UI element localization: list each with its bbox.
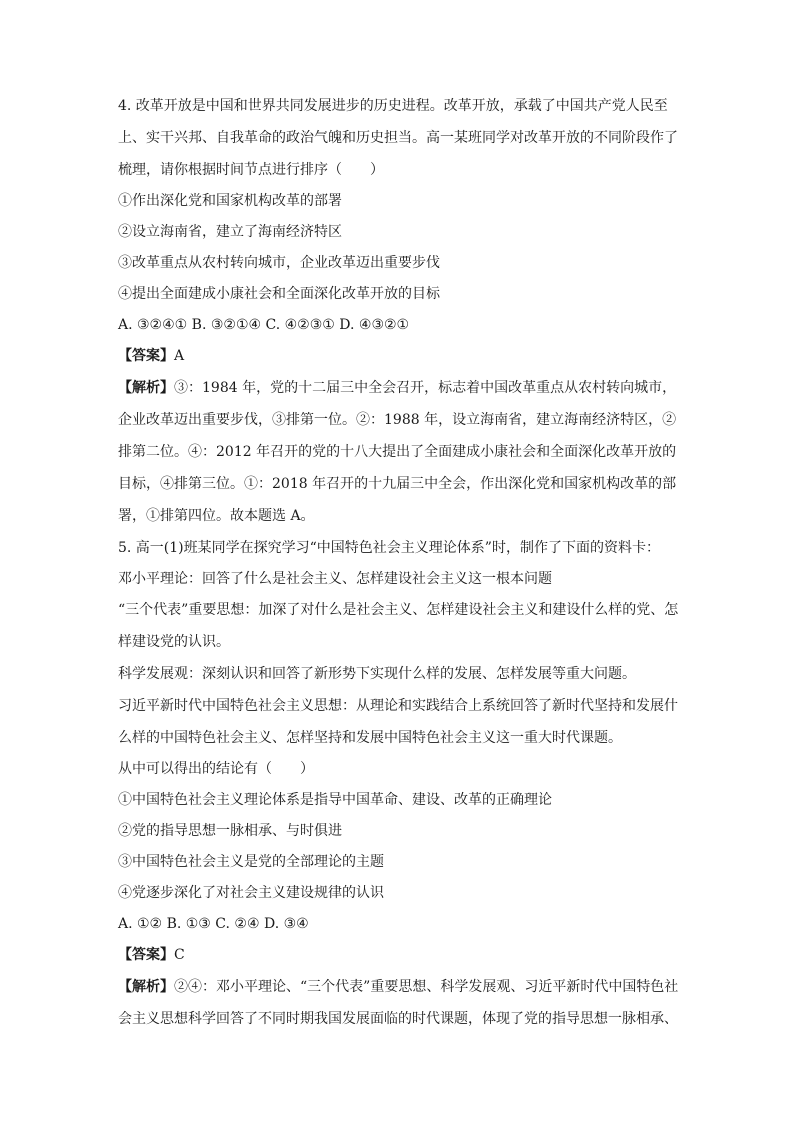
q5-answer-label: 【答案】 [118,947,174,963]
q5-stem-line-8: 从中可以得出的结论有（ ） [118,761,314,777]
q5-analysis-label: 【解析】 [118,979,174,995]
q5-analysis-line-2: 会主义思想科学回答了不同时期我国发展面临的时代课题，体现了党的指导思想一脉相承、 [118,1011,678,1027]
question-5 [118,538,678,1029]
q4-item-2: ②设立海南省，建立了海南经济特区 [118,224,342,240]
q4-choices: A. ③②④① B. ③②①④ C. ④②③① D. ④③②① [118,317,410,333]
q4-analysis-line-3: 排第二位。④：2012 年召开的党的十八大提出了全面建成小康社会和全面深化改革开放的 [118,444,677,460]
document-page [118,96,678,1029]
q5-item-1: ①中国特色社会主义理论体系是指导中国革命、建设、改革的正确理论 [118,792,552,808]
q4-answer [118,346,678,366]
q4-analysis-label: 【解析】 [118,380,174,396]
q5-choices: A. ①② B. ①③ C. ②④ D. ③④ [118,916,309,932]
q5-item-4: ④党逐步深化了对社会主义建设规律的认识 [118,885,384,901]
q5-item-2: ②党的指导思想一脉相承、与时俱进 [118,823,342,839]
q4-analysis-line-5: 署，①排第四位。故本题选 A。 [118,508,315,524]
q5-answer-value: C [174,947,185,963]
q4-item-1: ①作出深化党和国家机构改革的部署 [118,193,342,209]
q4-stem-line-2: 上、实干兴邦、自我革命的政治气魄和历史担当。高一某班同学对改革开放的不同阶段作了 [118,130,678,146]
q5-stem-line-6: 习近平新时代中国特色社会主义思想：从理论和实践结合上系统回答了新时代坚持和发展什 [118,698,678,714]
q5-stem-line-1: 5. 高一(1)班某同学在探究学习“中国特色社会主义理论体系”时，制作了下面的资料卡： [118,540,660,556]
q4-analysis-line-4: 目标，④排第三位。①：2018 年召开的十九届三中全会，作出深化党和国家机构改革的部 [118,476,677,492]
q4-answer-value: A [174,348,185,364]
q4-answer-label: 【答案】 [118,348,174,364]
q4-stem-line-3: 梳理，请你根据时间节点进行排序（ ） [118,162,384,178]
q4-item-3: ③改革重点从农村转向城市，企业改革迈出重要步伐 [118,255,440,271]
q5-stem-line-7: 么样的中国特色社会主义、怎样坚持和发展中国特色社会主义这一重大时代课题。 [118,730,622,746]
q4-stem-line-1: 4. 改革开放是中国和世界共同发展进步的历史进程。改革开放，承载了中国共产党人民至 [118,98,668,114]
q4-item-4: ④提出全面建成小康社会和全面深化改革开放的目标 [118,286,440,302]
q4-analysis-line-2: 企业改革迈出重要步伐，③排第一位。②：1988 年，设立海南省，建立海南经济特区，② [118,412,677,428]
q5-stem-line-3: “三个代表”重要思想：加深了对什么是社会主义、怎样建设社会主义和建设什么样的党、怎 [118,602,679,618]
q5-analysis-text-1: ②④：邓小平理论、“三个代表”重要思想、科学发展观、习近平新时代中国特色社 [174,979,679,995]
q5-analysis-line-1 [118,977,678,997]
q4-analysis-line-1 [118,378,678,398]
question-4 [118,96,678,526]
q5-stem-line-5: 科学发展观：深刻认识和回答了新形势下实现什么样的发展、怎样发展等重大问题。 [118,666,636,682]
q5-stem-line-4: 样建设党的认识。 [118,634,230,650]
q4-analysis-text-1: ③：1984 年，党的十二届三中全会召开，标志着中国改革重点从农村转向城市， [174,380,677,396]
q5-answer [118,945,678,965]
q5-stem-line-2: 邓小平理论：回答了什么是社会主义、怎样建设社会主义这一根本问题 [118,571,552,587]
q5-item-3: ③中国特色社会主义是党的全部理论的主题 [118,854,384,870]
